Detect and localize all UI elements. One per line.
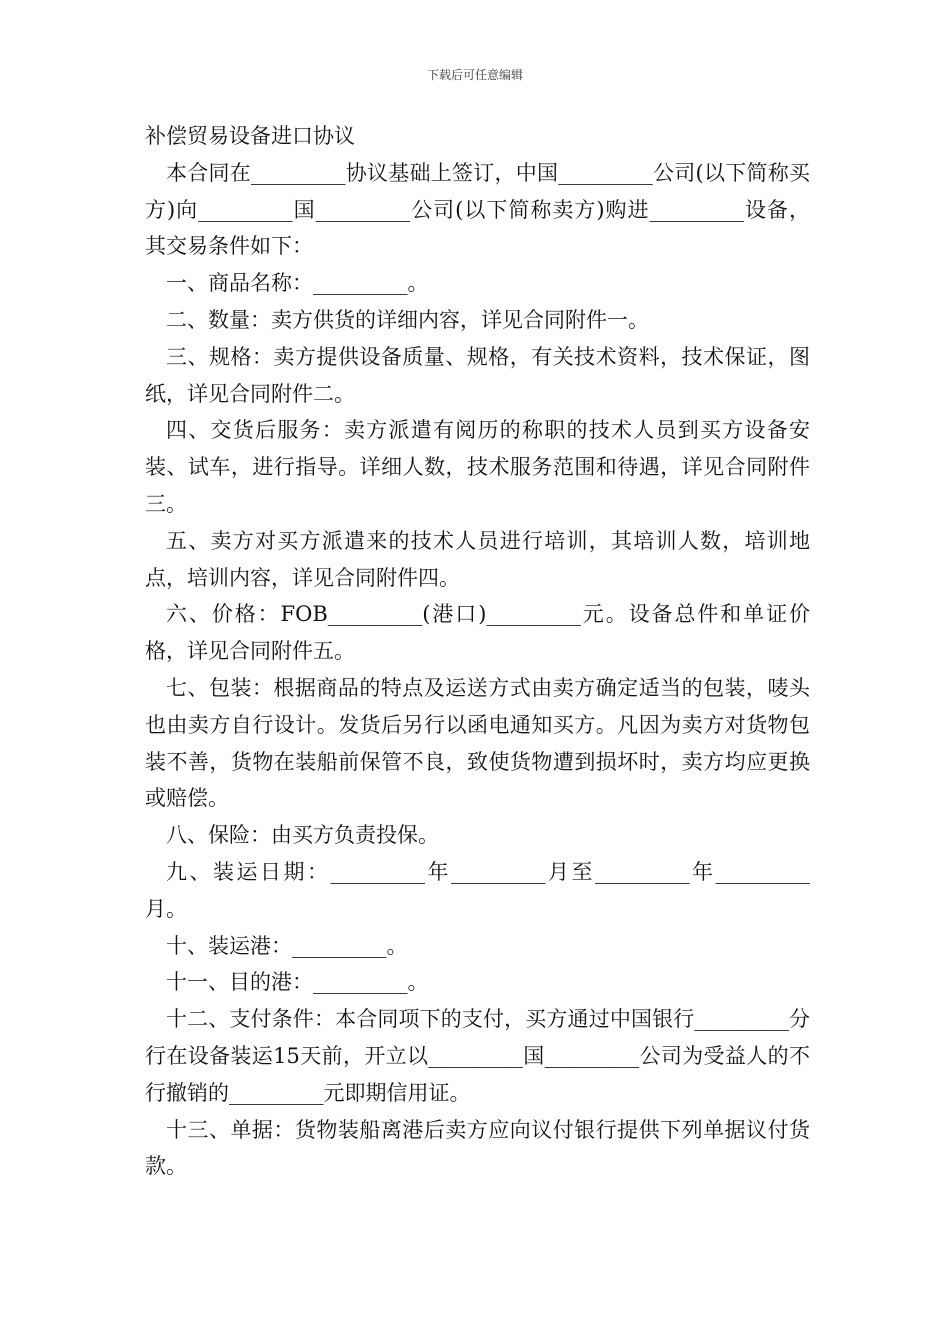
document-title: 补偿贸易设备进口协议 xyxy=(145,124,355,148)
clause-7-packing: 七、包装：根据商品的特点及运送方式由卖方确定适当的包装，唛头也由卖方自行设计。发货后另行以函电通知买方。凡因为卖方对货物包装不善，货物在装船前保管不良，致使货物遭到损坏时，卖方均应更换或赔偿。 xyxy=(145,675,810,811)
page-header: 下载后可任意编辑 xyxy=(426,68,523,82)
clause-13-documents: 十三、单据：货物装船离港后卖方应向议付银行提供下列单据议付货款。 xyxy=(145,1117,810,1179)
clause-5-training: 五、卖方对买方派遣来的技术人员进行培训，其培训人数，培训地点，培训内容，详见合同附件四。 xyxy=(145,528,810,590)
clause-11-destination-port: 十一、目的港：_________。 xyxy=(166,970,429,995)
clause-8-insurance: 八、保险：由买方负责投保。 xyxy=(166,823,439,848)
clause-4-after-delivery-service: 四、交货后服务：卖方派遣有阅历的称职的技术人员到买方设备安装、试车，进行指导。详细人数，技术服务范围和待遇，详见合同附件三。 xyxy=(145,418,810,516)
clause-2-quantity: 二、数量：卖方供货的详细内容，详见合同附件一。 xyxy=(166,307,649,332)
clause-9-shipment-date: 九、装运日期：_________年_________月至_________年_________月。 xyxy=(145,859,810,921)
clause-10-loading-port: 十、装运港：_________。 xyxy=(166,933,408,958)
document-body xyxy=(145,118,810,1185)
clause-6-price: 六、价格：FOB_________(港口)_________元。设备总件和单证价格，详见合同附件五。 xyxy=(145,602,810,664)
clause-12-payment: 十二、支付条件：本合同项下的支付，买方通过中国银行_________分行在设备装运15天前，开立以_________国_________公司为受益人的不行撤销的_________元即期信用证。 xyxy=(145,1007,810,1105)
clause-3-specification: 三、规格：卖方提供设备质量、规格，有关技术资料，技术保证，图纸，详见合同附件二。 xyxy=(145,344,810,406)
clause-intro: 本合同在_________协议基础上签订，中国_________公司(以下简称买方)向_________国_________公司(以下简称卖方)购进_________设备，其交易条件如下： xyxy=(145,160,810,259)
clause-1-product-name: 一、商品名称：_________。 xyxy=(166,271,429,296)
